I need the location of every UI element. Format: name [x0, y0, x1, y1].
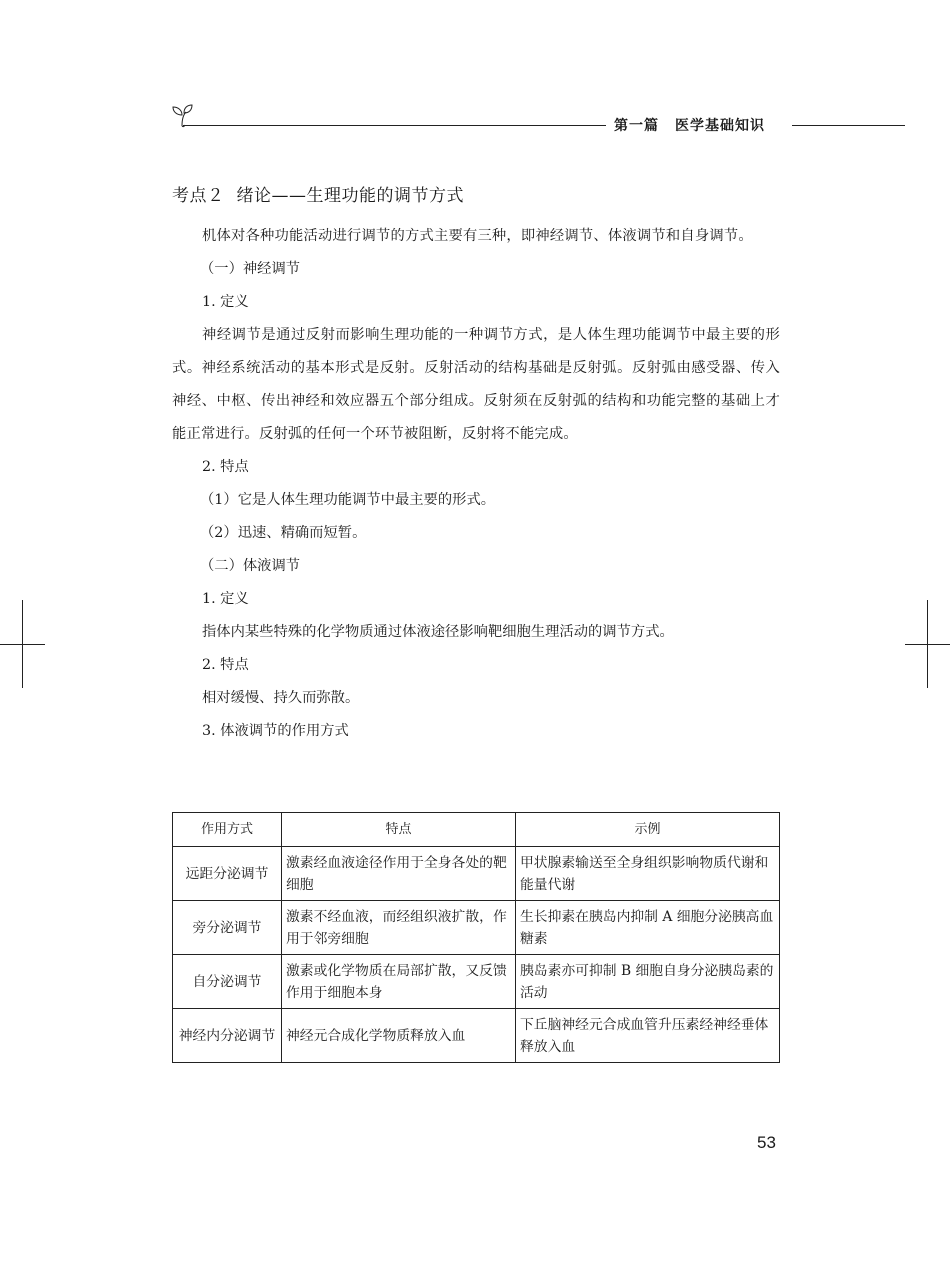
humoral-features-label: 2. 特点 [202, 657, 249, 673]
header-part: 第一篇 [614, 118, 659, 134]
neural-definition-label: 1. 定义 [202, 294, 249, 310]
table-cell-mode: 旁分泌调节 [173, 901, 282, 955]
crop-mark-left-horizontal [0, 644, 45, 645]
humoral-modes-table [172, 812, 780, 1063]
sprout-icon [170, 103, 194, 133]
body-content [172, 220, 780, 748]
crop-mark-right-horizontal [905, 644, 950, 645]
page-number: 53 [757, 1133, 776, 1152]
table-cell-feature: 激素经血液途径作用于全身各处的靶细胞 [282, 847, 516, 901]
header-rule-right [792, 125, 905, 126]
table-cell-mode: 神经内分泌调节 [173, 1009, 282, 1063]
intro-paragraph: 机体对各种功能活动进行调节的方式主要有三种，即神经调节、体液调节和自身调节。 [202, 228, 753, 244]
header-rule-left [183, 125, 606, 126]
table-cell-mode: 自分泌调节 [173, 955, 282, 1009]
table-cell-mode: 远距分泌调节 [173, 847, 282, 901]
table-cell-example: 胰岛素亦可抑制 B 细胞自身分泌胰岛素的活动 [516, 955, 780, 1009]
running-header [614, 117, 765, 135]
table-header-feature: 特点 [282, 813, 516, 847]
table-cell-example: 甲状腺素输送至全身组织影响物质代谢和能量代谢 [516, 847, 780, 901]
table-cell-feature: 激素不经血液，而经组织液扩散，作用于邻旁细胞 [282, 901, 516, 955]
humoral-modes-label: 3. 体液调节的作用方式 [202, 723, 349, 739]
table-cell-example: 下丘脑神经元合成血管升压素经神经垂体释放入血 [516, 1009, 780, 1063]
table-cell-feature: 神经元合成化学物质释放入血 [282, 1009, 516, 1063]
table-row [173, 847, 780, 901]
neural-feature-1: （1）它是人体生理功能调节中最主要的形式。 [200, 492, 496, 508]
humoral-definition-text: 指体内某些特殊的化学物质通过体液途径影响靶细胞生理活动的调节方式。 [202, 624, 674, 640]
header-subject: 医学基础知识 [675, 118, 765, 134]
section-title [172, 181, 464, 206]
table-cell-example: 生长抑素在胰岛内抑制 A 细胞分泌胰高血糖素 [516, 901, 780, 955]
table-row [173, 901, 780, 955]
table-header-mode: 作用方式 [173, 813, 282, 847]
table-row [173, 1009, 780, 1063]
humoral-definition-label: 1. 定义 [202, 591, 249, 607]
neural-definition-text: 神经调节是通过反射而影响生理功能的一种调节方式，是人体生理功能调节中最主要的形式。神经系统活动的基本形式是反射。反射活动的结构基础是反射弧。反射弧由感受器、传入神经、中枢、传出神经和效应器五个部分组成。反射须在反射弧的结构和功能完整的基础上才能正常进行。反射弧的任何一个环节被阻断，反射将不能完成。 [172, 327, 780, 442]
neural-features-label: 2. 特点 [202, 459, 249, 475]
humoral-features-text: 相对缓慢、持久而弥散。 [202, 690, 360, 706]
table-cell-feature: 激素或化学物质在局部扩散，又反馈作用于细胞本身 [282, 955, 516, 1009]
neural-heading: （一）神经调节 [200, 261, 301, 277]
table-header-example: 示例 [516, 813, 780, 847]
neural-feature-2: （2）迅速、精确而短暂。 [200, 525, 367, 541]
table-header-row [173, 813, 780, 847]
section-heading: 绪论——生理功能的调节方式 [236, 186, 464, 206]
table-row [173, 955, 780, 1009]
section-number: 考点２ [172, 186, 225, 206]
humoral-heading: （二）体液调节 [200, 558, 301, 574]
